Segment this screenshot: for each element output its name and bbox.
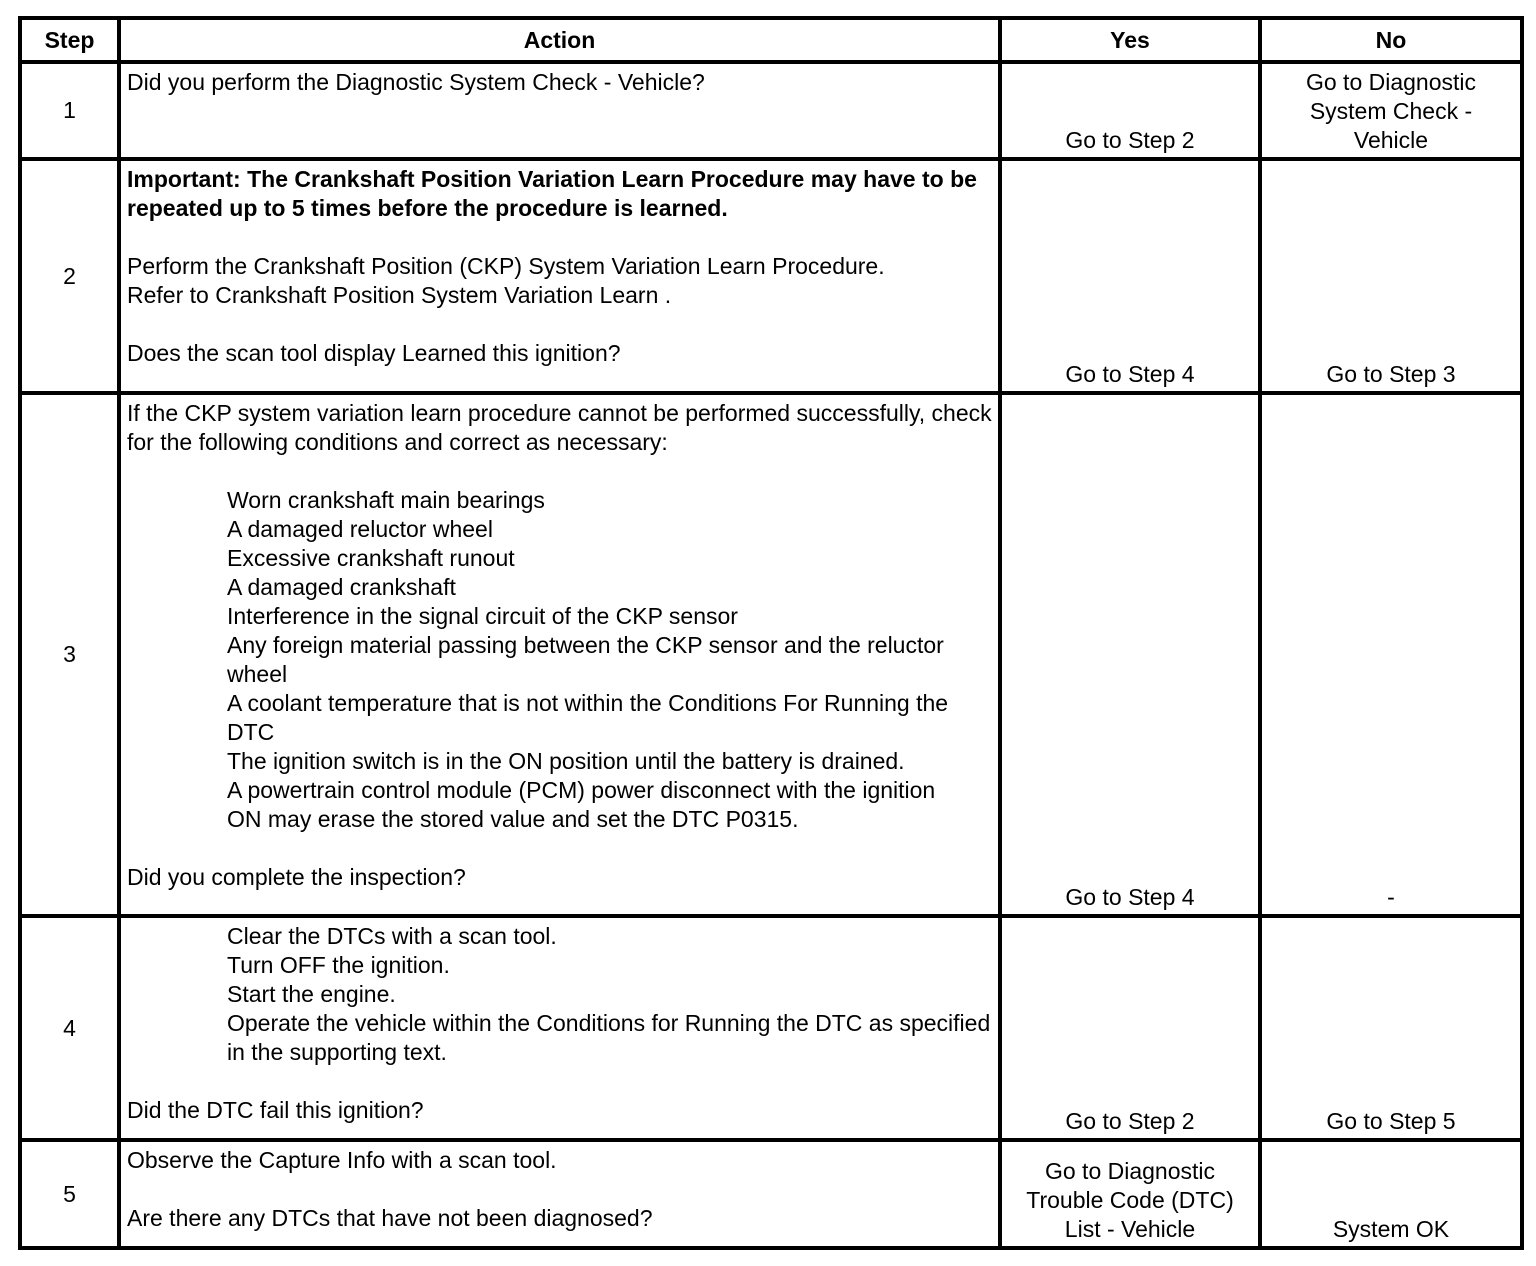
condition-item: A damaged reluctor wheel [227, 516, 493, 542]
action-instruction: Refer to Crankshaft Position System Variation Learn . [127, 282, 672, 308]
important-note: Important: The Crankshaft Position Variation Learn Procedure may have to be repeated up to 5 times before the procedure is learned. [127, 166, 977, 221]
yes-cell: Go to Step 2 [1000, 916, 1260, 1140]
yes-cell: Go to Step 4 [1000, 159, 1260, 393]
step-number: 1 [20, 62, 119, 159]
procedure-list [127, 922, 992, 1067]
action-cell [119, 916, 1000, 1140]
action-cell [119, 62, 1000, 159]
action-question: Does the scan tool display Learned this ignition? [127, 340, 621, 366]
action-cell [119, 1140, 1000, 1248]
action-instruction: Observe the Capture Info with a scan tool. [127, 1147, 557, 1173]
yes-cell: Go to Diagnostic Trouble Code (DTC) List - Vehicle [1000, 1140, 1260, 1248]
step-number: 5 [20, 1140, 119, 1248]
no-cell: Go to Step 5 [1260, 916, 1522, 1140]
condition-item: Excessive crankshaft runout [227, 545, 515, 571]
header-row [20, 18, 1522, 62]
diagnostic-table [18, 16, 1524, 1250]
step-number: 4 [20, 916, 119, 1140]
header-yes: Yes [1000, 18, 1260, 62]
action-question: Are there any DTCs that have not been diagnosed? [127, 1205, 653, 1231]
table-row [20, 393, 1522, 916]
header-no: No [1260, 18, 1522, 62]
procedure-item: Turn OFF the ignition. [227, 952, 450, 978]
table-row [20, 159, 1522, 393]
procedure-item: Operate the vehicle within the Conditions for Running the DTC as specified in the supporting text. [227, 1010, 991, 1065]
condition-item: The ignition switch is in the ON position until the battery is drained. [227, 748, 905, 774]
action-question: Did the DTC fail this ignition? [127, 1097, 424, 1123]
procedure-item: Start the engine. [227, 981, 396, 1007]
header-step: Step [20, 18, 119, 62]
action-intro: If the CKP system variation learn procedure cannot be performed successfully, check for the following conditions and correct as necessary: [127, 400, 992, 455]
no-cell: Go to Step 3 [1260, 159, 1522, 393]
condition-item: Any foreign material passing between the CKP sensor and the reluctor wheel [227, 632, 944, 687]
header-action: Action [119, 18, 1000, 62]
procedure-item: Clear the DTCs with a scan tool. [227, 923, 557, 949]
condition-item: Interference in the signal circuit of the CKP sensor [227, 603, 738, 629]
no-cell: System OK [1260, 1140, 1522, 1248]
action-instruction: Perform the Crankshaft Position (CKP) System Variation Learn Procedure. [127, 253, 885, 279]
action-question: Did you complete the inspection? [127, 864, 466, 890]
action-question: Did you perform the Diagnostic System Check - Vehicle? [127, 69, 705, 95]
table-row [20, 1140, 1522, 1248]
yes-cell: Go to Step 4 [1000, 393, 1260, 916]
no-cell: - [1260, 393, 1522, 916]
action-cell [119, 159, 1000, 393]
condition-item: Worn crankshaft main bearings [227, 487, 545, 513]
condition-item: A powertrain control module (PCM) power disconnect with the ignition ON may erase the stored value and set the DTC P0315. [227, 777, 936, 832]
condition-item: A damaged crankshaft [227, 574, 456, 600]
table-row [20, 916, 1522, 1140]
table-row [20, 62, 1522, 159]
action-cell [119, 393, 1000, 916]
yes-cell: Go to Step 2 [1000, 62, 1260, 159]
no-cell: Go to Diagnostic System Check - Vehicle [1260, 62, 1522, 159]
condition-list [127, 486, 992, 834]
condition-item: A coolant temperature that is not within the Conditions For Running the DTC [227, 690, 949, 745]
step-number: 3 [20, 393, 119, 916]
step-number: 2 [20, 159, 119, 393]
